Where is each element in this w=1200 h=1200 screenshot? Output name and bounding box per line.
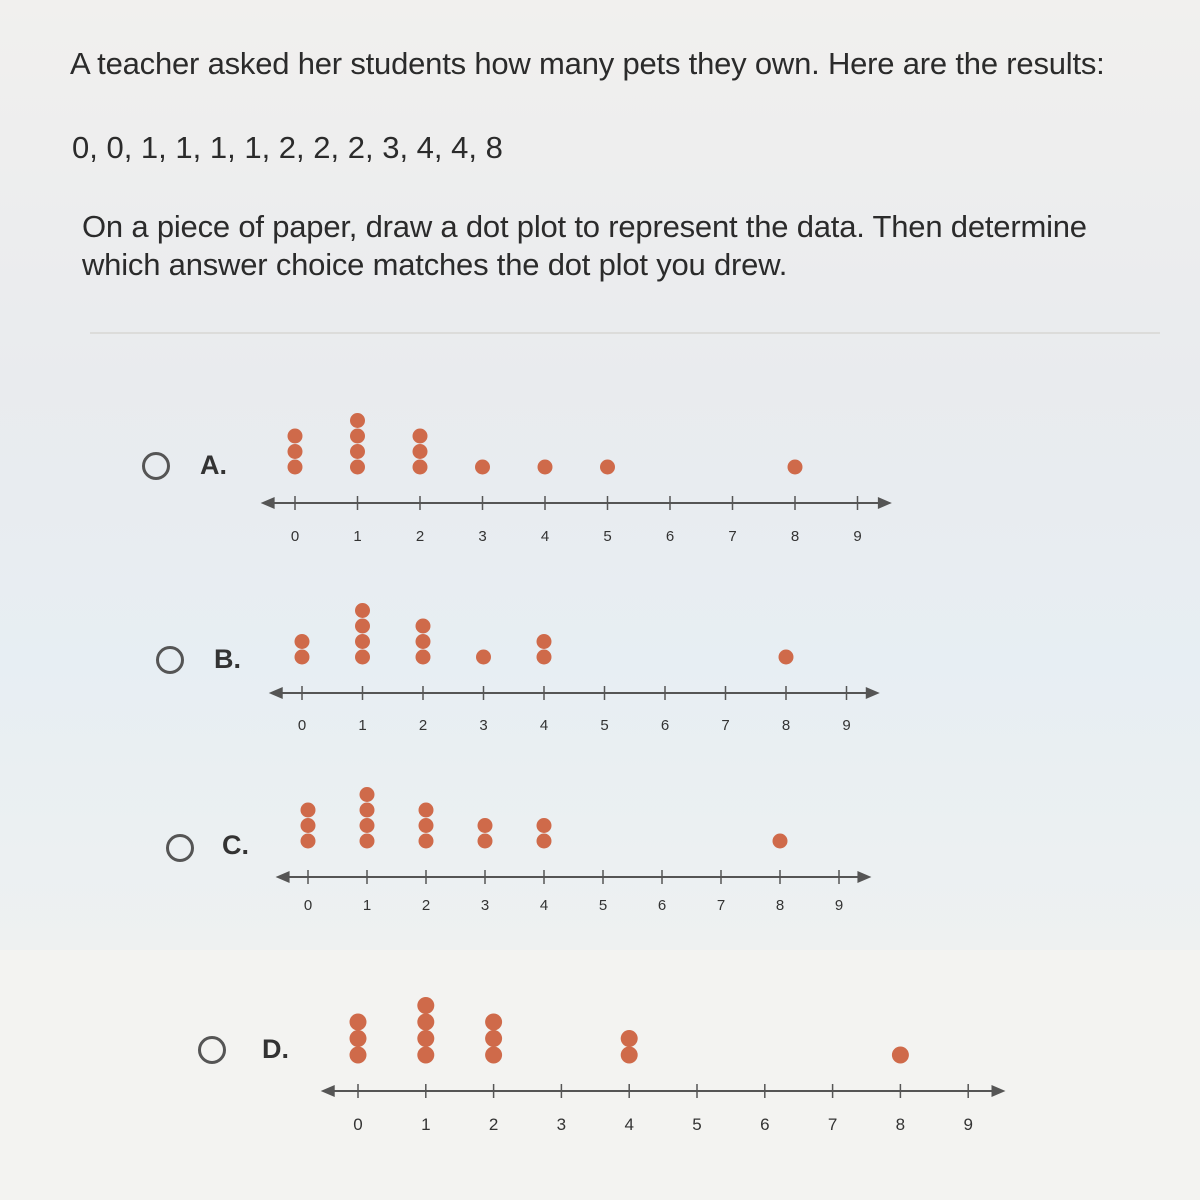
- left-arrow-icon: [321, 1085, 335, 1097]
- tick-label: 8: [781, 717, 791, 734]
- tick-label: 5: [600, 717, 609, 734]
- tick-label: 9: [842, 717, 851, 734]
- tick-label: 9: [834, 897, 844, 914]
- tick-label: 7: [721, 717, 730, 734]
- tick-label: 0: [353, 1115, 363, 1134]
- tick-label: 7: [827, 1115, 838, 1134]
- question-prompt: A teacher asked her students how many pets they own. Here are the results:: [70, 46, 1105, 81]
- data-dot: [417, 997, 434, 1014]
- data-dot: [485, 1047, 502, 1064]
- tick-label: 7: [728, 528, 737, 545]
- data-dot: [485, 1030, 502, 1047]
- tick-label: 1: [353, 528, 362, 545]
- tick-label: 5: [598, 897, 608, 914]
- tick-label: 6: [660, 717, 670, 734]
- tick-label: 6: [665, 528, 675, 545]
- data-dot: [621, 1047, 638, 1064]
- tick-label: 3: [480, 897, 490, 914]
- tick-label: 6: [657, 897, 667, 914]
- question-instructions: On a piece of paper, draw a dot plot to represent the data. Then determine which answer choice matches the dot plot you drew.: [82, 209, 1087, 282]
- choice-c-label[interactable]: C.: [222, 830, 249, 860]
- tick-label: 0: [297, 717, 307, 734]
- tick-label: 4: [540, 528, 550, 545]
- tick-label: 0: [303, 897, 313, 914]
- tick-label: 3: [478, 528, 487, 545]
- tick-label: 2: [488, 1115, 499, 1134]
- tick-label: 3: [479, 717, 488, 734]
- tick-label: 4: [539, 897, 549, 914]
- data-dot: [417, 1047, 434, 1064]
- tick-label: 5: [692, 1115, 702, 1134]
- data-dot: [350, 1030, 367, 1047]
- data-dot: [621, 1030, 638, 1047]
- tick-label: 3: [556, 1115, 567, 1134]
- choice-b-label[interactable]: B.: [214, 644, 241, 674]
- tick-label: 2: [421, 897, 431, 914]
- tick-label: 2: [418, 717, 428, 734]
- tick-label: 2: [415, 528, 425, 545]
- data-dot: [350, 1047, 367, 1064]
- data-dot: [892, 1047, 909, 1064]
- data-dot: [485, 1014, 502, 1031]
- tick-label: 9: [963, 1115, 973, 1134]
- tick-label: 9: [853, 528, 862, 545]
- tick-label: 1: [421, 1115, 431, 1134]
- tick-label: 1: [362, 897, 372, 914]
- tick-label: 8: [775, 897, 785, 914]
- tick-label: 1: [358, 717, 367, 734]
- data-dot: [350, 1014, 367, 1031]
- data-dot: [417, 1014, 434, 1031]
- tick-label: 7: [716, 897, 726, 914]
- tick-label: 8: [895, 1115, 906, 1134]
- data-values: 0, 0, 1, 1, 1, 1, 2, 2, 2, 3, 4, 4, 8: [72, 130, 503, 165]
- tick-label: 4: [624, 1115, 634, 1134]
- tick-label: 6: [760, 1115, 770, 1134]
- tick-label: 8: [790, 528, 800, 545]
- data-dot: [417, 1030, 434, 1047]
- tick-label: 0: [290, 528, 300, 545]
- tick-label: 4: [539, 717, 549, 734]
- choice-d-label[interactable]: D.: [262, 1034, 289, 1064]
- choice-a-label[interactable]: A.: [200, 450, 227, 480]
- tick-label: 5: [603, 528, 612, 545]
- right-arrow-icon: [991, 1085, 1005, 1097]
